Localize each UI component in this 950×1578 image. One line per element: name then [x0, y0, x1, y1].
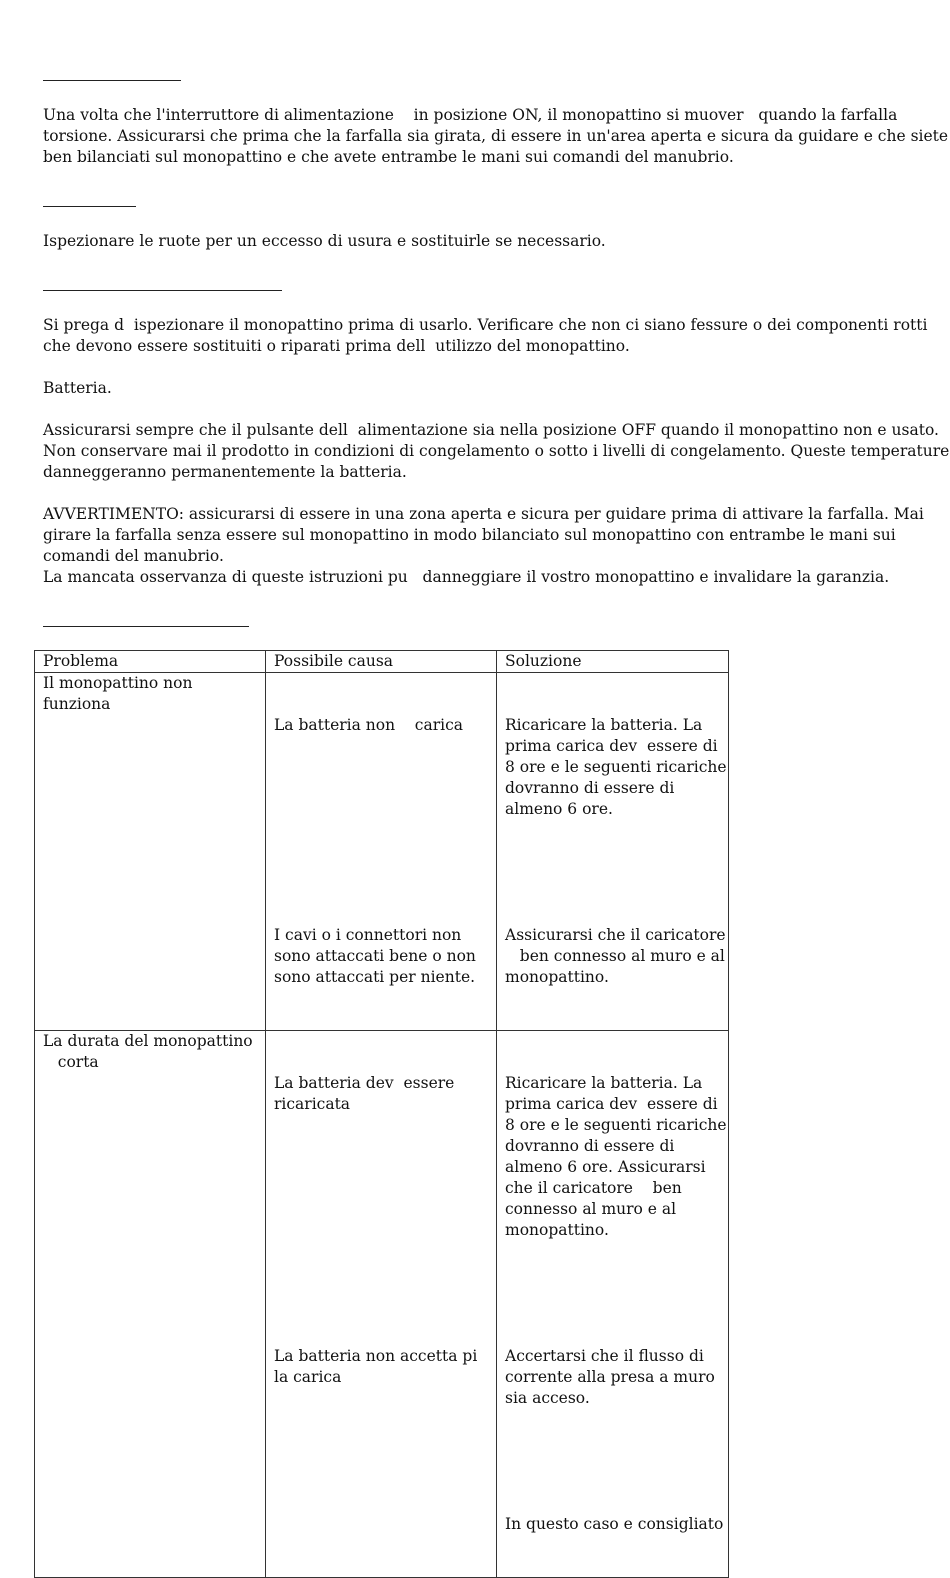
cause-text: La batteria dev essere ricaricata	[274, 1074, 455, 1113]
problem-cell: Il monopattino non funziona	[35, 673, 266, 1031]
solution-text: Ricaricare la batteria. La prima carica dev essere di 8 ore e le seguenti ricariche dovranno di essere di almeno 6 ore.	[505, 716, 727, 818]
solution-text: Ricaricare la batteria. La prima carica dev essere di 8 ore e le seguenti ricariche dovranno di essere di almeno 6 ore. Assicurarsi che il caricatore ben connesso al muro e al monopattino.	[505, 1074, 727, 1239]
paragraph-warning: AVVERTIMENTO: assicurarsi di essere in una zona aperta e sicura per guidare prima di attivare la farfalla. Mai girare la farfalla senza essere sul monopattino in modo bilanciato sul monopattino con entrambe le mani sui comandi del manubrio. La mancata osservanza di queste istruzioni pu danneggiare il vostro monopattino e invalidare la garanzia.	[43, 505, 924, 586]
header-problem: Problema	[35, 651, 266, 673]
heading-rule-4	[43, 626, 249, 627]
table-row	[35, 1031, 729, 1578]
cause-text: La batteria non accetta pi la carica	[274, 1347, 478, 1386]
paragraph-wheels: Ispezionare le ruote per un eccesso di usura e sostituirle se necessario.	[43, 232, 606, 250]
battery-heading: Batteria.	[43, 379, 112, 397]
solution-cell	[497, 673, 729, 1031]
troubleshooting-table	[34, 650, 729, 1578]
solution-text: In questo caso e consigliato	[505, 1515, 724, 1533]
cause-cell	[266, 673, 497, 1031]
header-solution: Soluzione	[497, 651, 729, 673]
problem-cell: La durata del monopattino corta	[35, 1031, 266, 1578]
solution-cell	[497, 1031, 729, 1578]
cause-text: I cavi o i connettori non sono attaccati bene o non sono attaccati per niente.	[274, 926, 476, 986]
heading-rule-2	[43, 206, 136, 207]
paragraph-battery: Assicurarsi sempre che il pulsante dell alimentazione sia nella posizione OFF quando il monopattino non e usato. Non conservare mai il prodotto in condizioni di congelamento o sotto i livelli di congelamento. Queste temperature danneggeranno permanentemente la batteria.	[43, 421, 950, 481]
table-header-row	[35, 651, 729, 673]
heading-rule-3	[43, 290, 282, 291]
table-row	[35, 673, 729, 1031]
solution-text: Assicurarsi che il caricatore ben connesso al muro e al monopattino.	[505, 926, 726, 986]
cause-text: La batteria non carica	[274, 716, 464, 734]
header-cause: Possibile causa	[266, 651, 497, 673]
heading-rule-1	[43, 80, 181, 81]
paragraph-throttle: Una volta che l'interruttore di alimentazione in posizione ON, il monopattino si muover quando la farfalla torsione. Assicurarsi che prima che la farfalla sia girata, di essere in un'area aperta e sicura da guidare e che siete ben bilanciati sul monopattino e che avete entrambe le mani sui comandi del manubrio.	[43, 106, 949, 166]
solution-text: Accertarsi che il flusso di corrente alla presa a muro sia acceso.	[505, 1347, 715, 1407]
cause-cell	[266, 1031, 497, 1578]
paragraph-inspection: Si prega d ispezionare il monopattino prima di usarlo. Verificare che non ci siano fessure o dei componenti rotti che devono essere sostituiti o riparati prima dell utilizzo del monopattino.	[43, 316, 928, 355]
